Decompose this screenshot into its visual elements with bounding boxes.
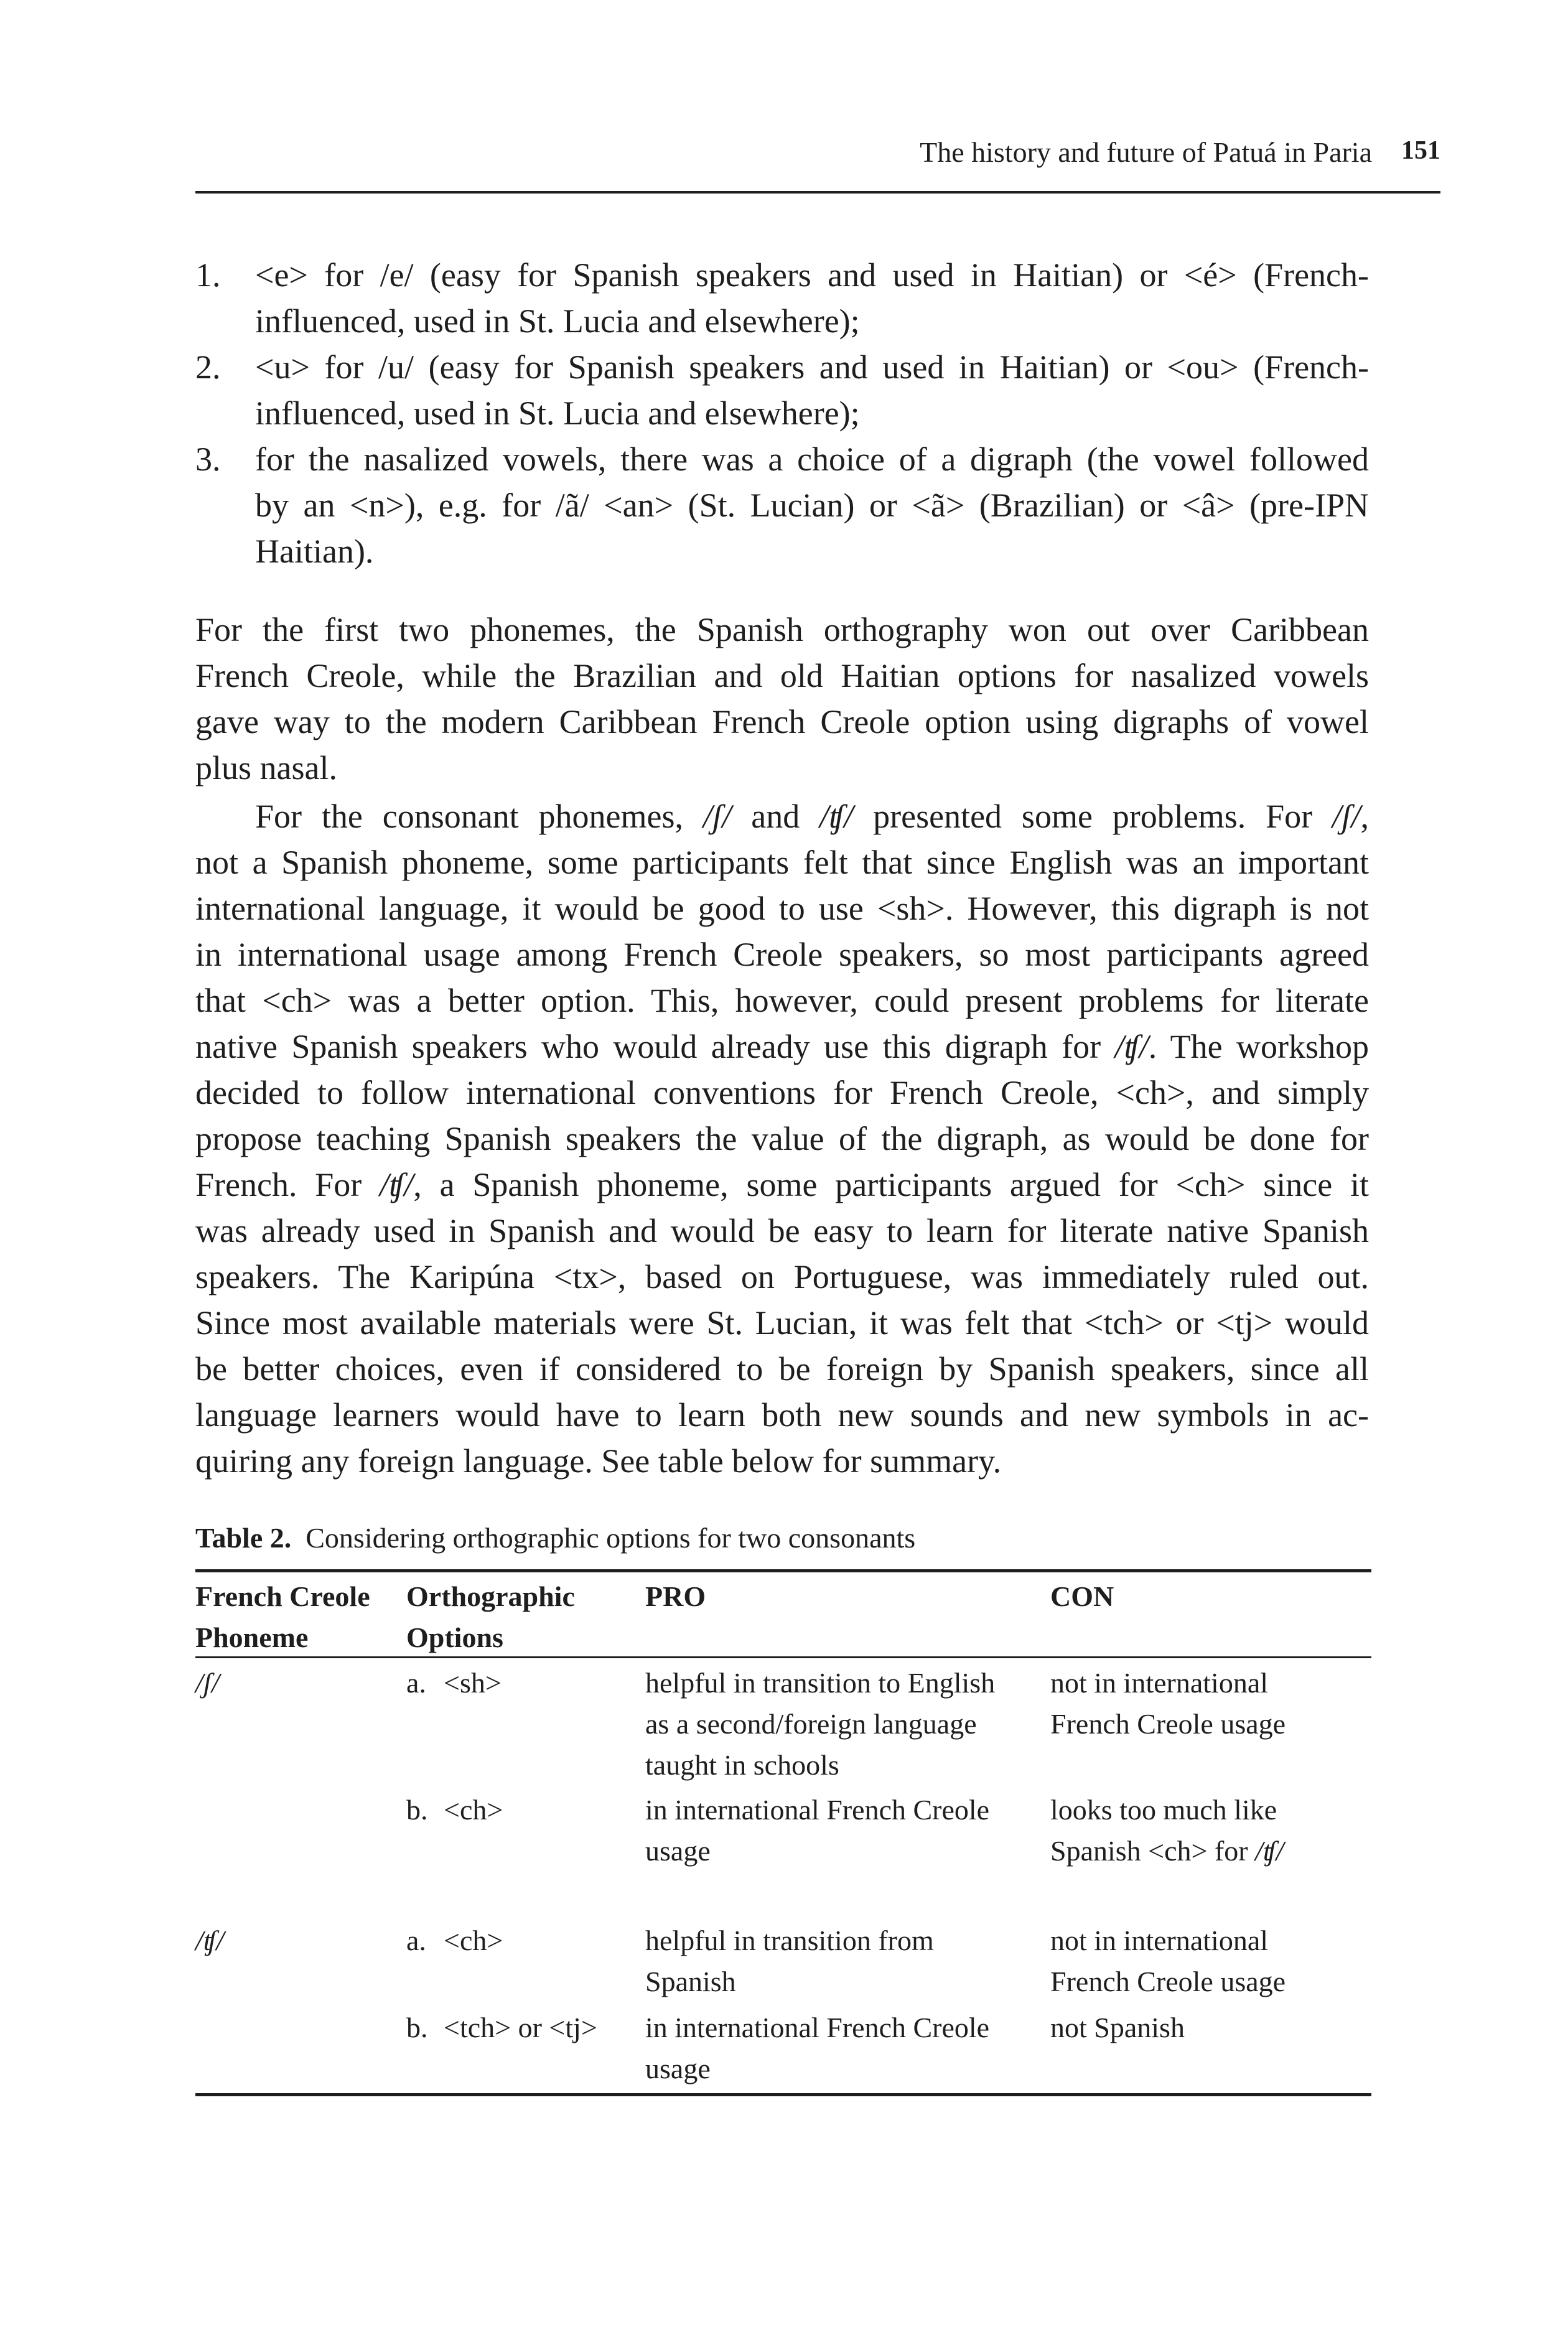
- ipa-symbol: /ʃ/: [702, 798, 732, 835]
- list-line: influenced, used in St. Lucia and elsewhere);: [255, 302, 860, 340]
- text-line: Since most available materials were St. Lucian, it was felt that <tch> or <tj> would: [195, 1304, 1369, 1342]
- list-number: 2.: [195, 348, 221, 386]
- table-cell-pro: [645, 2007, 989, 2089]
- text-run: presented some problems. For: [853, 798, 1333, 835]
- list-line: for the nasalized vowels, there was a choice of a digraph (the vowel followed: [255, 441, 1369, 478]
- ipa-symbol: /ʧ/: [1114, 1028, 1149, 1065]
- cell-line: not in international: [1050, 1667, 1269, 1699]
- text-line: decided to follow international conventions for French Creole, <ch>, and simply: [195, 1074, 1369, 1111]
- list-line: <u> for /u/ (easy for Spanish speakers and used in Haitian) or <ou> (French-: [255, 348, 1369, 386]
- cell-line: helpful in transition to English: [645, 1667, 996, 1699]
- text-run: and: [731, 798, 820, 835]
- text-line: propose teaching Spanish speakers the value of the digraph, as would be done for: [195, 1120, 1369, 1157]
- text-line: in international usage among French Creole speakers, so most participants agreed: [195, 936, 1369, 973]
- option-grapheme: <sh>: [444, 1667, 502, 1699]
- text-line: not a Spanish phoneme, some participants felt that since English was an important: [195, 844, 1369, 881]
- list-number: 3.: [195, 441, 221, 478]
- cell-line: French Creole usage: [1050, 1966, 1286, 1997]
- text-line: be better choices, even if considered to be foreign by Spanish speakers, since all: [195, 1350, 1369, 1388]
- cell-text: Spanish <ch> for /ʧ/: [1050, 1835, 1284, 1867]
- text-line: French Creole, while the Brazilian and old Haitian options for nasalized vowels: [195, 657, 1369, 694]
- running-header-title: The history and future of Patuá in Paria: [920, 136, 1372, 168]
- table-cell-phoneme: [195, 1663, 220, 1704]
- text-line: [195, 1162, 1369, 1208]
- text-line: that <ch> was a better option. This, however, could present problems for literate: [195, 982, 1369, 1019]
- table-cell-phoneme: [195, 1920, 224, 1961]
- cell-line: French Creole usage: [1050, 1708, 1286, 1740]
- cell-line: as a second/foreign language: [645, 1708, 977, 1740]
- header-line: Phoneme: [195, 1622, 309, 1653]
- cell-line: in international French Creole: [645, 1794, 990, 1826]
- column-header-phoneme: [195, 1576, 370, 1658]
- header-rule: [195, 191, 1440, 194]
- table-cell-option: [406, 1790, 503, 1831]
- ipa-symbol: /ʧ/: [819, 798, 854, 835]
- text-run: ,: [1360, 798, 1370, 835]
- text-run: , a Spanish phoneme, some participants argued for <ch> since it: [413, 1166, 1369, 1203]
- list-item: [195, 436, 1369, 574]
- ipa-symbol: /ʧ/: [195, 1925, 225, 1956]
- list-line: influenced, used in St. Lucia and elsewhere);: [255, 394, 860, 432]
- cell-line: usage: [645, 1835, 711, 1867]
- table-title: Considering orthographic options for two consonants: [306, 1522, 916, 1554]
- column-header-options: [406, 1576, 575, 1658]
- text-run: For the consonant phonemes,: [255, 798, 703, 835]
- header-line: Options: [406, 1622, 503, 1653]
- table-cell-option: [406, 2007, 597, 2048]
- orthography-options-list: [195, 252, 1369, 574]
- table-top-rule: [195, 1569, 1371, 1572]
- cell-line: taught in schools: [645, 1749, 839, 1781]
- header-line: PRO: [645, 1580, 706, 1612]
- option-letter: a.: [406, 1667, 426, 1699]
- paragraph-vowels: [195, 607, 1369, 791]
- cell-line: helpful in transition from: [645, 1925, 934, 1956]
- list-item: [195, 252, 1369, 344]
- text-line: gave way to the modern Caribbean French Creole option using digraphs of vowel: [195, 703, 1369, 740]
- list-line: <e> for /e/ (easy for Spanish speakers and used in Haitian) or <é> (French-: [255, 256, 1369, 294]
- text-line: quiring any foreign language. See table below for summary.: [195, 1442, 1002, 1480]
- column-header-con: [1050, 1576, 1114, 1617]
- paragraph-consonants: [195, 793, 1369, 1484]
- header-line: Orthographic: [406, 1580, 575, 1612]
- table-cell-pro: [645, 1920, 934, 2002]
- cell-line: not Spanish: [1050, 2012, 1185, 2043]
- text-line: [195, 1024, 1369, 1070]
- option-letter: b.: [406, 2012, 428, 2043]
- text-run: native Spanish speakers who would already use this digraph for: [195, 1028, 1115, 1065]
- header-line: French Creole: [195, 1580, 370, 1612]
- cell-line: looks too much like: [1050, 1794, 1277, 1826]
- ipa-symbol: /ʃ/: [195, 1667, 220, 1699]
- table-cell-option: [406, 1663, 502, 1704]
- ipa-symbol: /ʃ/: [1332, 798, 1361, 835]
- table-cell-con: [1050, 2007, 1185, 2048]
- text-line: plus nasal.: [195, 749, 337, 786]
- text-line: For the first two phonemes, the Spanish orthography won out over Caribbean: [195, 611, 1369, 648]
- option-grapheme: <tch> or <tj>: [444, 2012, 597, 2043]
- option-grapheme: <ch>: [444, 1794, 503, 1826]
- option-grapheme: <ch>: [444, 1925, 503, 1956]
- table-cell-pro: [645, 1663, 995, 1786]
- table-label: Table 2.: [195, 1522, 292, 1554]
- text-run: . The workshop: [1148, 1028, 1369, 1065]
- text-line: was already used in Spanish and would be easy to learn for literate native Spanish: [195, 1212, 1369, 1249]
- table-header-rule: [195, 1656, 1371, 1658]
- running-header: [195, 136, 1440, 179]
- option-letter: a.: [406, 1925, 426, 1956]
- header-line: CON: [1050, 1580, 1114, 1612]
- text-line: speakers. The Karipúna <tx>, based on Portuguese, was immediately ruled out.: [195, 1258, 1369, 1295]
- text-line: [195, 793, 1369, 839]
- page-number: 151: [1401, 136, 1440, 165]
- cell-line: in international French Creole: [645, 2012, 990, 2043]
- table-cell-pro: [645, 1790, 989, 1872]
- cell-line: [1050, 1831, 1284, 1872]
- text-line: language learners would have to learn both new sounds and new symbols in ac-: [195, 1396, 1369, 1434]
- table-cell-option: [406, 1920, 503, 1961]
- column-header-pro: [645, 1576, 706, 1617]
- table-caption: [195, 1521, 915, 1554]
- text-run: French. For: [195, 1166, 380, 1203]
- table-cell-con: [1050, 1663, 1286, 1745]
- table-bottom-rule: [195, 2093, 1371, 2096]
- list-number: 1.: [195, 256, 221, 294]
- table-cell-con: [1050, 1790, 1284, 1872]
- ipa-symbol: /ʧ/: [380, 1166, 414, 1203]
- list-line: by an <n>), e.g. for /ã/ <an> (St. Lucian) or <ã> (Brazilian) or <â> (pre-IPN: [255, 487, 1369, 524]
- cell-line: not in international: [1050, 1925, 1269, 1956]
- text-line: international language, it would be good to use <sh>. However, this digraph is not: [195, 890, 1369, 927]
- option-letter: b.: [406, 1794, 428, 1826]
- list-line: Haitian).: [255, 533, 374, 570]
- list-item: [195, 344, 1369, 436]
- cell-line: usage: [645, 2053, 711, 2084]
- table-cell-con: [1050, 1920, 1286, 2002]
- cell-line: Spanish: [645, 1966, 736, 1997]
- ipa-symbol: /ʧ/: [1255, 1835, 1284, 1867]
